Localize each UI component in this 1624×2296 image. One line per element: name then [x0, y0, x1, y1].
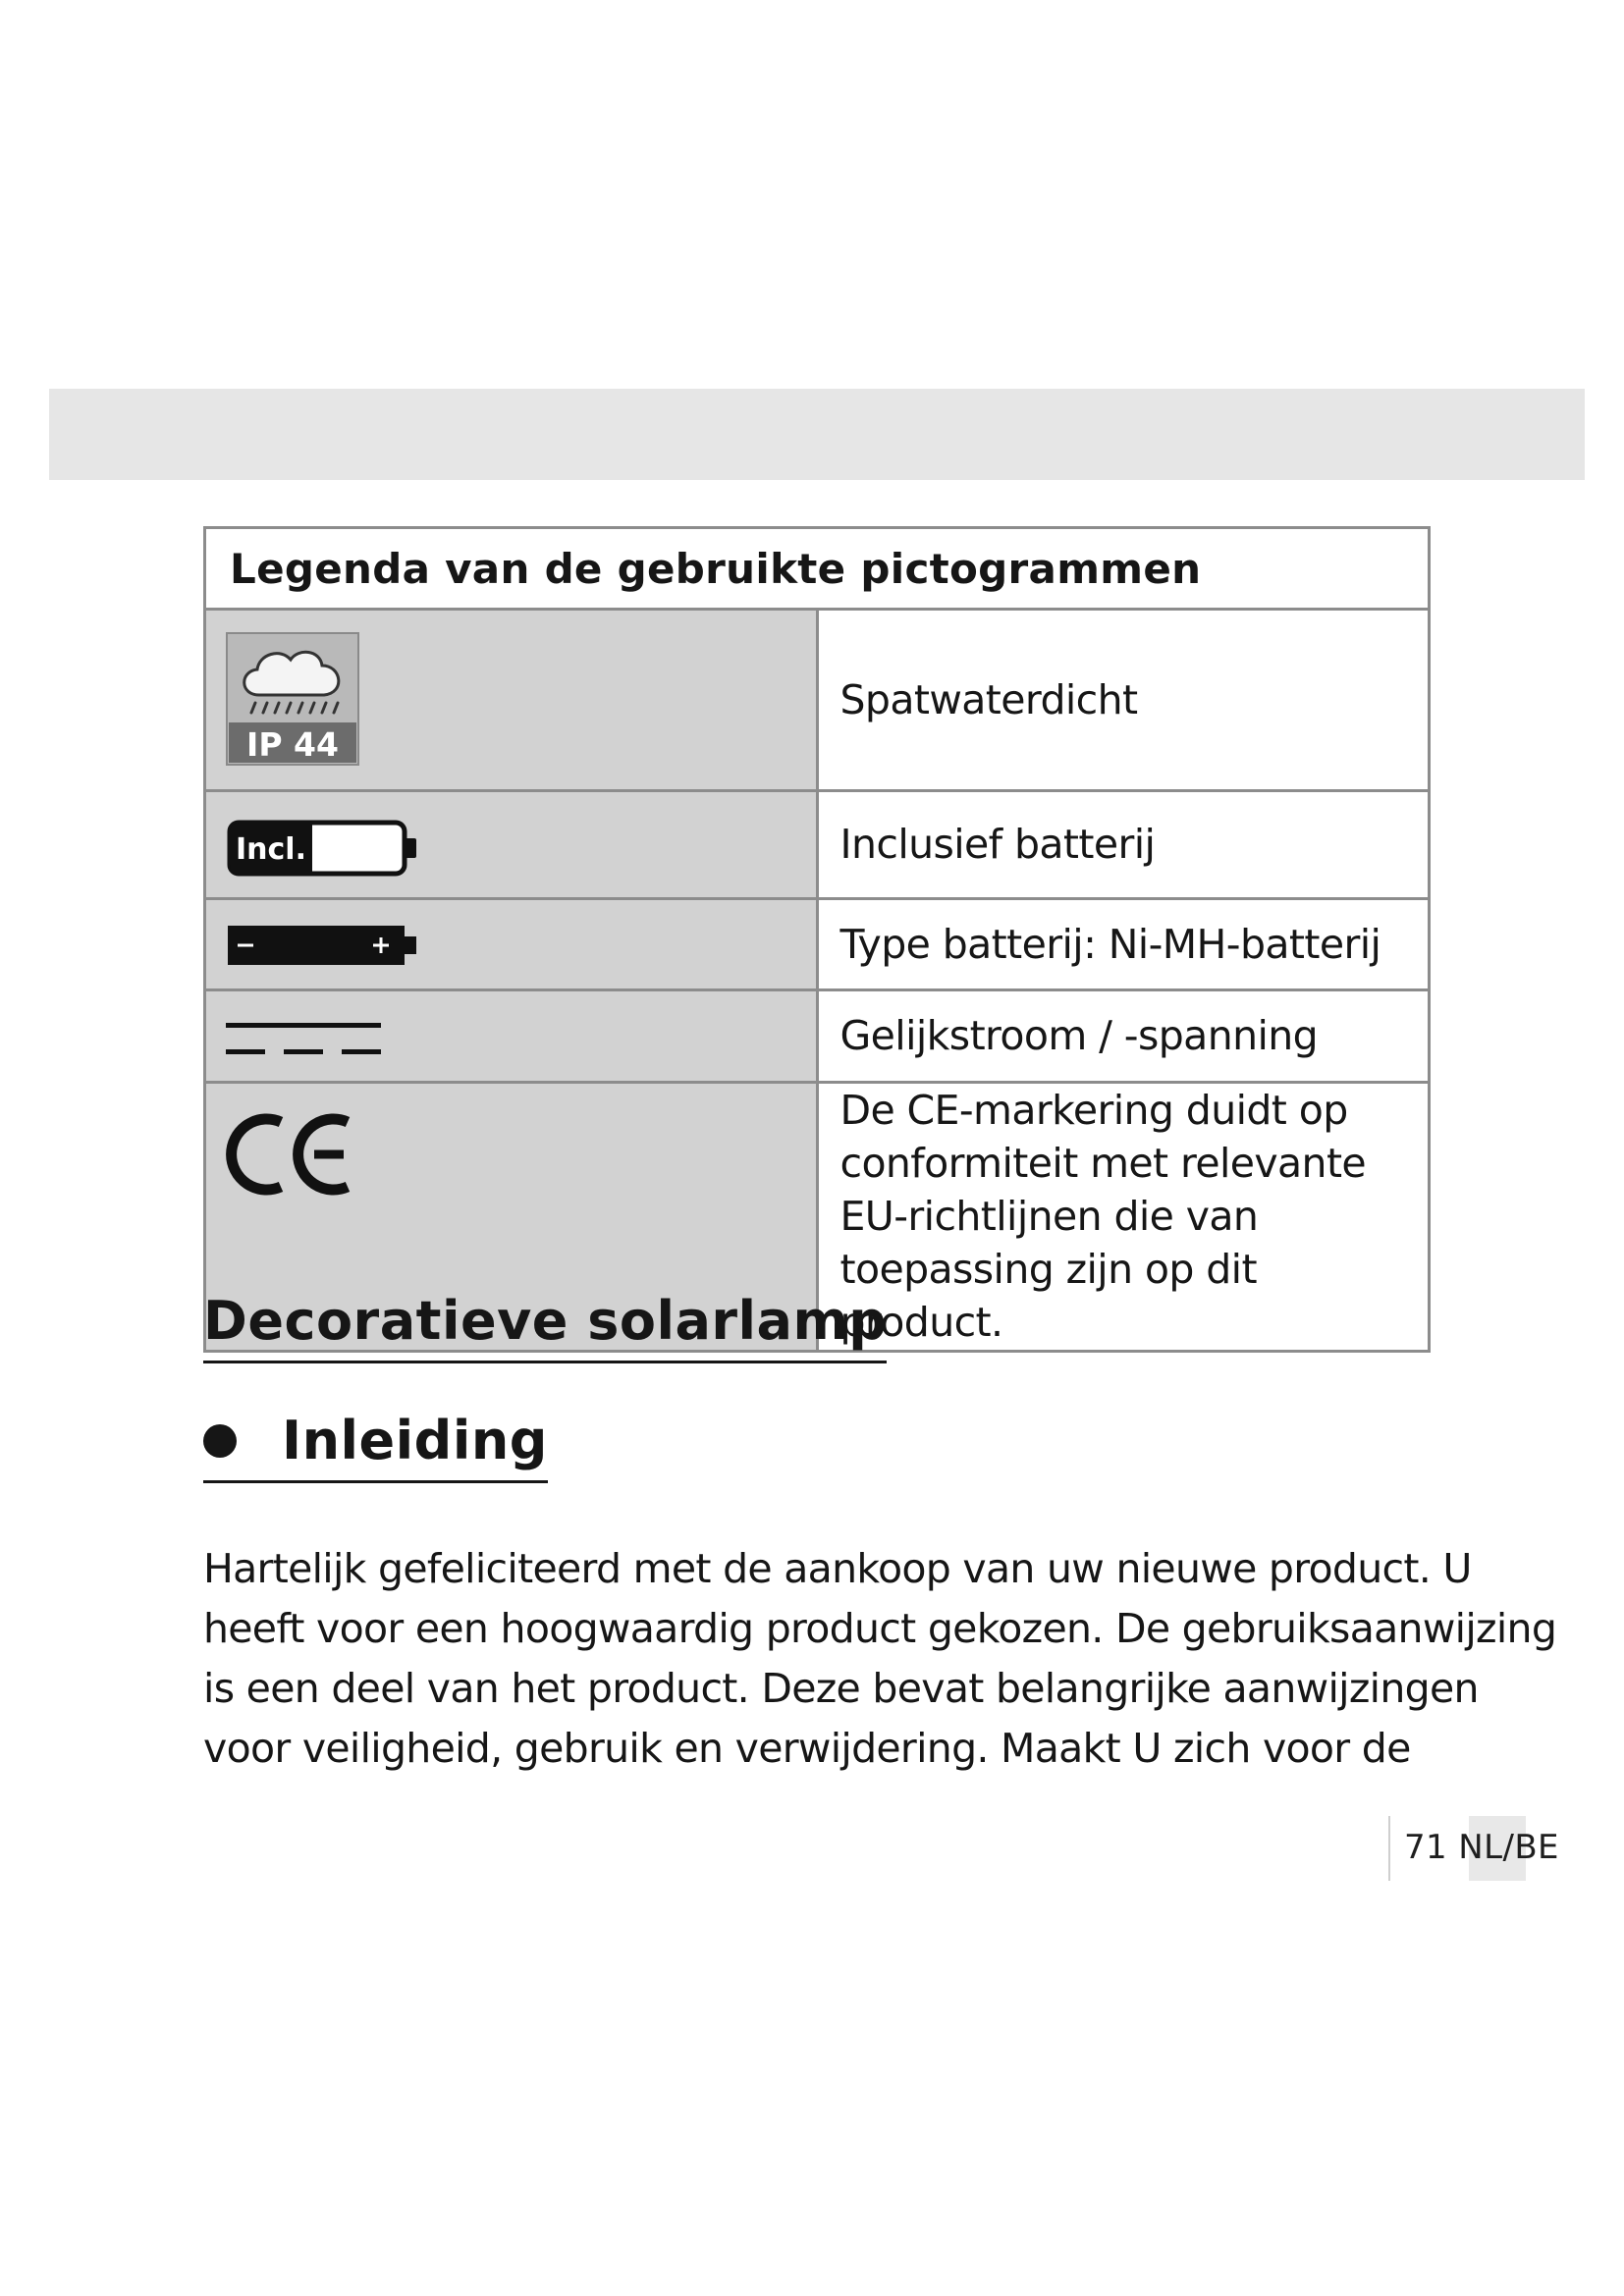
- legend-row: [205, 610, 1430, 791]
- page-number-value: 71: [1404, 1828, 1448, 1867]
- intro-line: Hartelijk gefeliciteerd met de aankoop van uw nieuwe product. U: [203, 1545, 1472, 1592]
- legend-text-line: EU-richtlijnen die van toepassing zijn op dit product.: [839, 1193, 1259, 1347]
- legend-row: [205, 791, 1430, 899]
- legend-text-line: De CE-markering duidt op conformiteit met relevante: [839, 1087, 1367, 1188]
- legend-text-line: Gelijkstroom / -spanning: [839, 1012, 1319, 1060]
- legend-text: [817, 899, 1430, 990]
- page-region: NL/BE: [1458, 1828, 1559, 1867]
- legend-icon-cell: [205, 899, 818, 990]
- intro-paragraph: [203, 1539, 1557, 1779]
- legend-text: [817, 791, 1430, 899]
- battery-included-label: Incl.: [236, 832, 306, 867]
- legend-text: [817, 990, 1430, 1083]
- section-heading-inleiding: [203, 1404, 548, 1483]
- legend-title: Legenda van de gebruikte pictogrammen: [205, 528, 1430, 610]
- battery-included-icon: [226, 819, 422, 878]
- ip44-splashwater-icon: [226, 632, 359, 766]
- intro-line: is een deel van het product. Deze bevat belangrijke aanwijzingen: [203, 1665, 1479, 1712]
- ip44-label: IP 44: [246, 725, 339, 764]
- battery-type-icon: [226, 924, 422, 967]
- intro-line: heeft voor een hoogwaardig product gekozen. De gebruiksaanwijzing: [203, 1605, 1557, 1652]
- legend-icon-cell: [205, 610, 818, 791]
- legend-row: [205, 899, 1430, 990]
- page-number: [1404, 1828, 1559, 1867]
- legend-row: [205, 990, 1430, 1083]
- direct-current-icon: [226, 1019, 393, 1058]
- legend-text: [817, 1083, 1430, 1352]
- legend-text-line: Spatwaterdicht: [839, 675, 1138, 723]
- section-heading-decoratieve-solarlamp: Decoratieve solarlamp: [203, 1284, 887, 1363]
- page-number-divider: [1388, 1816, 1390, 1881]
- intro-line: voor veiligheid, gebruik en verwijdering. Maakt U zich voor de: [203, 1725, 1411, 1772]
- header-band: [49, 389, 1585, 480]
- ce-mark-icon: [226, 1110, 353, 1199]
- legend-text-line: Inclusief batterij: [839, 821, 1156, 869]
- bullet-icon: [203, 1424, 237, 1458]
- pictogram-legend-table: [203, 526, 1431, 1353]
- inleiding-title: Inleiding: [282, 1410, 548, 1471]
- legend-text: [817, 610, 1430, 791]
- legend-icon-cell: [205, 791, 818, 899]
- legend-header-row: [205, 528, 1430, 610]
- legend-icon-cell: [205, 990, 818, 1083]
- legend-text-line: Type batterij: Ni-MH-batterij: [839, 920, 1381, 968]
